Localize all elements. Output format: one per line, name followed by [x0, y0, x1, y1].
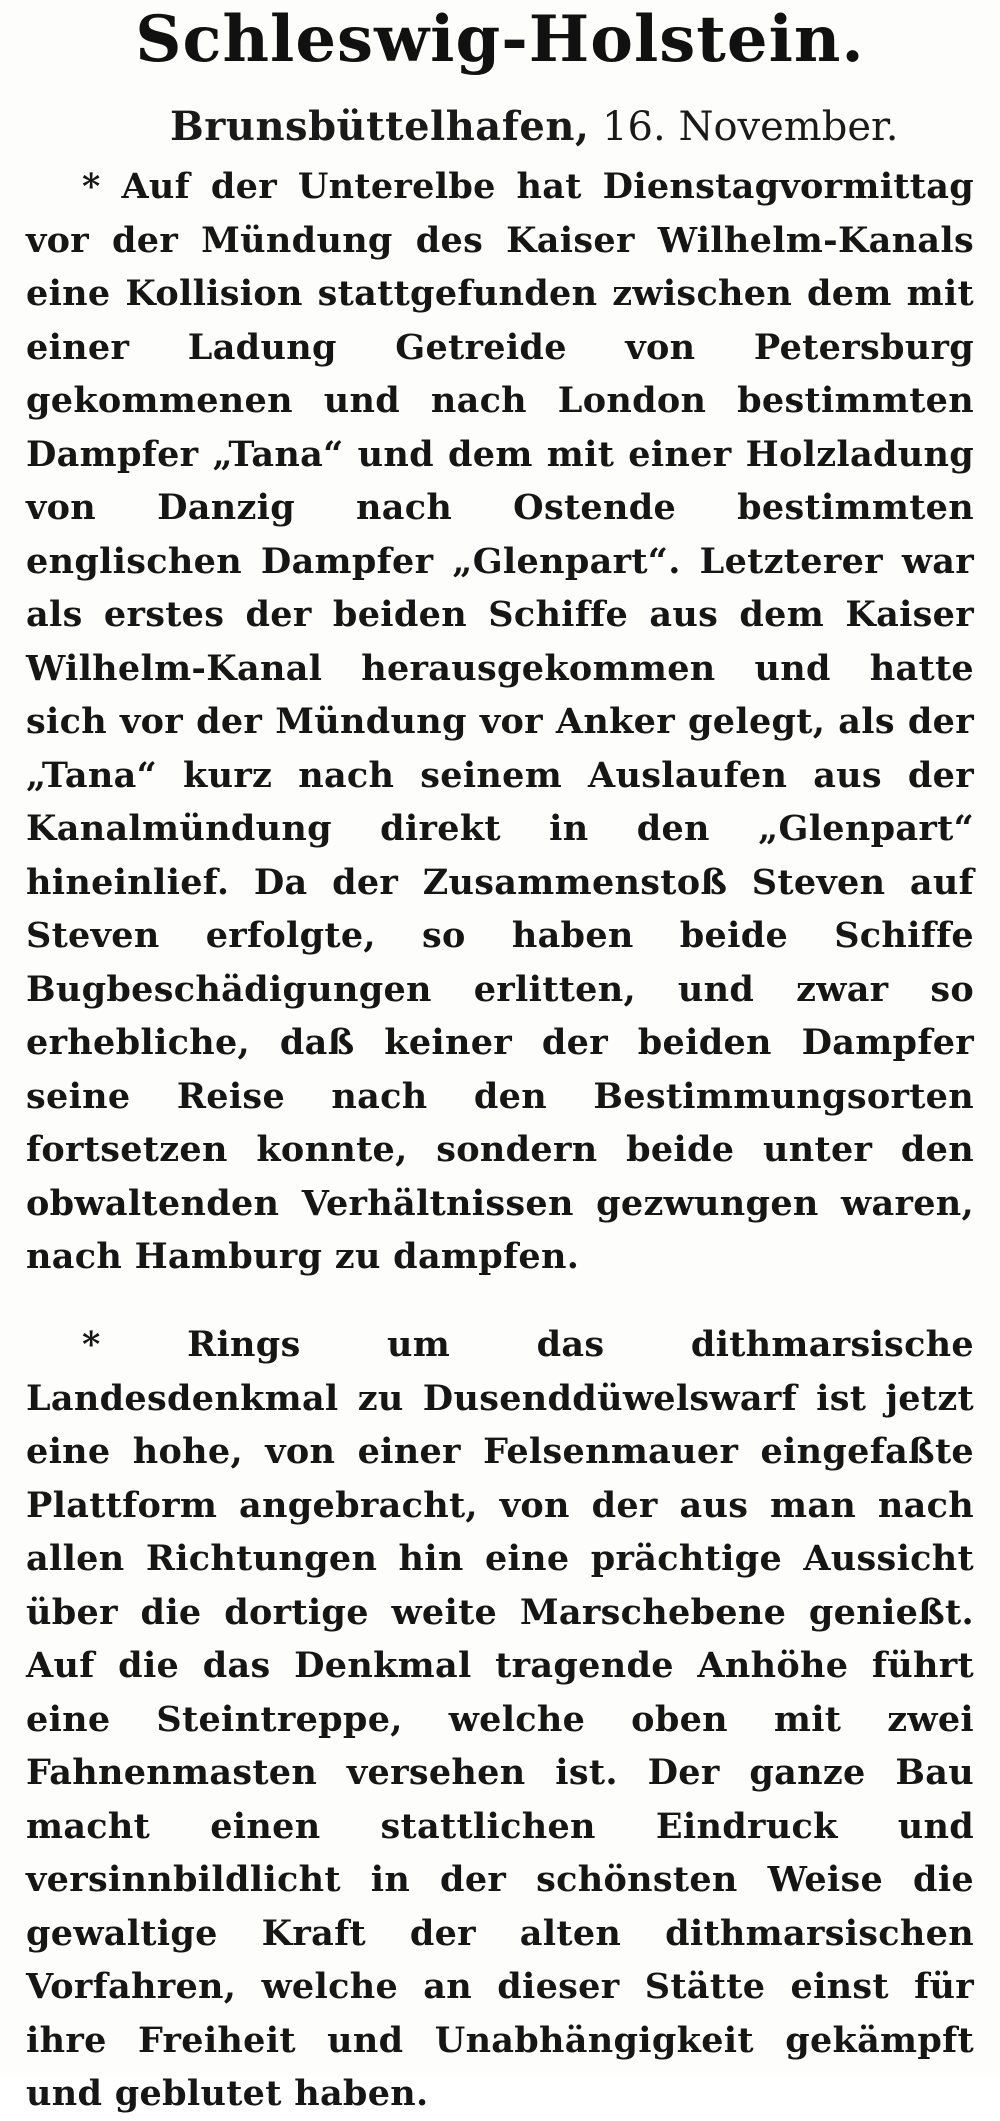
article-paragraph: * Auf der Unterelbe hat Dienstagvormittag vor der Mündung des Kaiser Wilhelm-Kanals eine Kollision stattgefunden zwischen dem mit einer Ladung Getreide von Petersburg gekommenen und nach London bestimmten Dampfer „Tana“ und dem mit einer Holzladung von Danzig nach Ostende bestimmten englischen Dampfer „Glenpart“. Letzterer war als erstes der beiden Schiffe aus dem Kaiser Wilhelm-Kanal herausgekommen und hatte sich vor der Mündung vor Anker gelegt, als der „Tana“ kurz nach seinem Auslaufen aus der Kanalmündung direkt in den „Glenpart“ hineinlief. Da der Zusammenstoß Steven auf Steven erfolgte, so haben beide Schiffe Bugbeschädigungen erlitten, und zwar so erhebliche, daß keiner der beiden Dampfer seine Reise nach den Bestimmungsorten fortsetzen konnte, sondern beide unter den obwaltenden Verhältnissen gezwungen waren, nach Hamburg zu dampfen. [26, 166, 974, 1277]
dateline-date: 16. November. [602, 104, 899, 150]
dateline-place: Brunsbüttelhafen, [170, 103, 590, 150]
dateline [170, 100, 970, 154]
article-paragraph: * Rings um das dithmarsische Landesdenkmal zu Dusenddüwelswarf ist jetzt eine hohe, von einer Felsenmauer eingefaßte Plattform angebracht, von der aus man nach allen Richtungen hin eine prächtige Aussicht über die dortige weite Marschebene genießt. Auf die das Denkmal tragende Anhöhe führt eine Steintreppe, welche oben mit zwei Fahnenmasten versehen ist. Der ganze Bau macht einen stattlichen Eindruck und versinnbildlicht in der schönsten Weise die gewaltige Kraft der alten dithmarsischen Vorfahren, welche an dieser Stätte einst für ihre Freiheit und Unabhängigkeit gekämpft und geblutet haben. [26, 1324, 974, 2114]
headline: Schleswig-Holstein. [135, 2, 865, 77]
